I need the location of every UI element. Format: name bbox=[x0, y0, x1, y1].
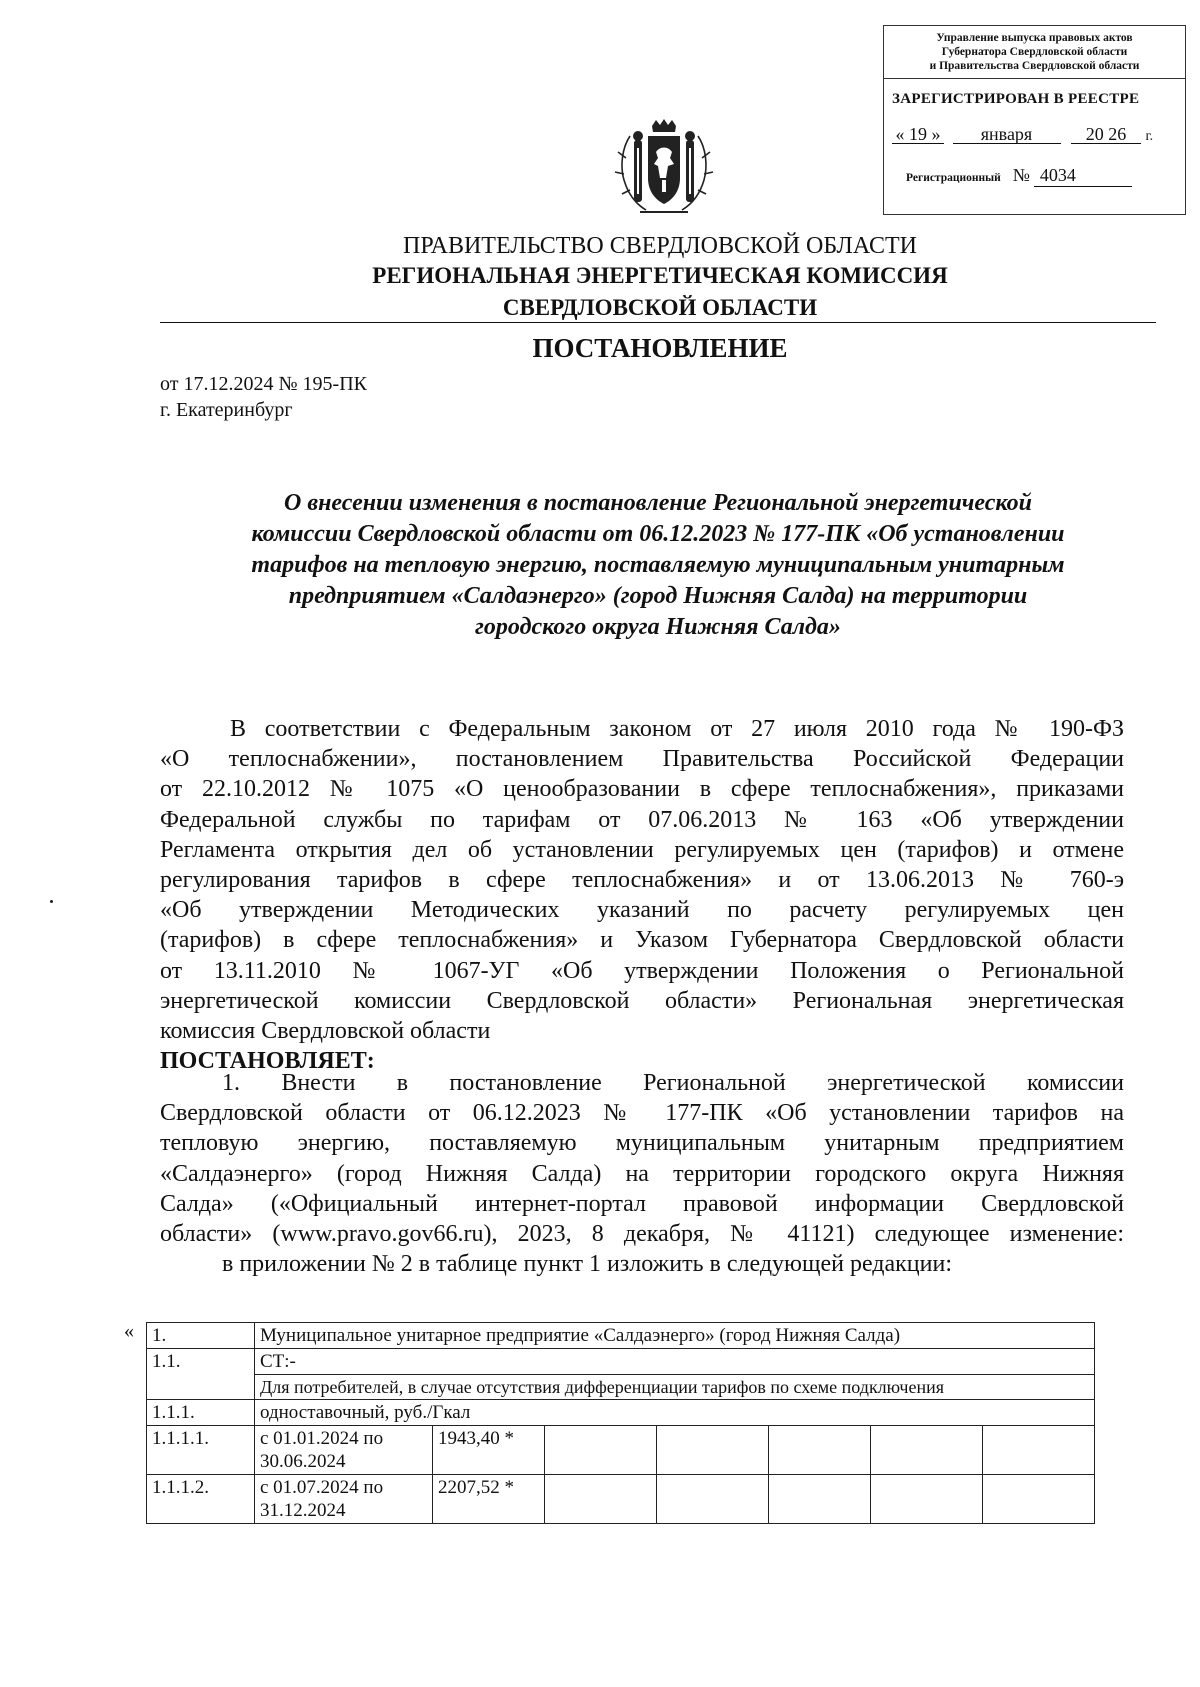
preamble-line: энергетической комиссии Свердловской области» Региональная энергетическая bbox=[160, 987, 1124, 1014]
preamble-line: Федеральной службы по тарифам от 07.06.2013 № 163 «Об утверждении bbox=[160, 806, 1124, 833]
preamble-line: комиссия Свердловской области bbox=[160, 1018, 491, 1045]
empty-cell bbox=[657, 1426, 769, 1475]
preamble-line: (тарифов) в сфере теплоснабжения» и Указом Губернатора Свердловской области bbox=[160, 927, 1124, 954]
header-divider bbox=[160, 322, 1156, 323]
scan-speck bbox=[50, 900, 53, 903]
preamble-line: «Об утверждении Методических указаний по расчету регулируемых цен bbox=[160, 897, 1124, 924]
stamp-dept-line: и Правительства Свердловской области bbox=[929, 60, 1140, 72]
commission-name-line2: СВЕРДЛОВСКОЙ ОБЛАСТИ bbox=[502, 295, 818, 320]
document-city: г. Екатеринбург bbox=[160, 399, 293, 421]
stamp-registered-label: ЗАРЕГИСТРИРОВАН В РЕЕСТРЕ bbox=[892, 91, 1140, 107]
item-1 bbox=[160, 1068, 1124, 1279]
item1-line: Свердловской области от 06.12.2023 № 177-ПК «Об установлении тарифов на bbox=[160, 1100, 1124, 1127]
preamble-line: от 22.10.2012 № 1075 «О ценообразовании в сфере теплоснабжения», приказами bbox=[160, 776, 1124, 803]
stamp-dept-line: Губернатора Свердловской области bbox=[941, 46, 1128, 58]
commission-name-line1: РЕГИОНАЛЬНАЯ ЭНЕРГЕТИЧЕСКАЯ КОМИССИЯ bbox=[372, 263, 948, 288]
document-type: ПОСТАНОВЛЕНИЕ bbox=[532, 333, 788, 363]
stamp-date-day: « 19 » bbox=[892, 125, 944, 144]
tariff-table bbox=[146, 1322, 1095, 1524]
title-line: комиссии Свердловской области от 06.12.2023 № 177-ПК «Об установлении bbox=[251, 521, 1065, 547]
preamble bbox=[160, 714, 1124, 1076]
table-row bbox=[147, 1475, 1095, 1524]
preamble-line: регулирования тарифов в сфере теплоснабжения» и от 13.06.2013 № 760-э bbox=[160, 867, 1124, 894]
row-number: 1.1.1. bbox=[147, 1400, 255, 1426]
item1-line: в приложении № 2 в таблице пункт 1 изложить в следующей редакции: bbox=[222, 1251, 952, 1278]
empty-cell bbox=[983, 1475, 1095, 1524]
empty-cell bbox=[545, 1426, 657, 1475]
tariff-value: 1943,40 * bbox=[433, 1426, 545, 1475]
stamp-year-abbr: г. bbox=[1145, 129, 1154, 144]
stamp-registration-number bbox=[906, 165, 1185, 187]
row-number: 1.1.1.2. bbox=[147, 1475, 255, 1524]
empty-cell bbox=[769, 1475, 871, 1524]
enterprise-name: Муниципальное унитарное предприятие «Салдаэнерго» (город Нижняя Салда) bbox=[255, 1323, 1095, 1349]
empty-cell bbox=[657, 1475, 769, 1524]
row-number: 1.1.1.1. bbox=[147, 1426, 255, 1475]
tariff-kind: одноставочный, руб./Гкал bbox=[255, 1400, 1095, 1426]
item1-line: Салда» («Официальный интернет-портал правовой информации Свердловской bbox=[160, 1190, 1124, 1217]
title-line: О внесении изменения в постановление Региональной энергетической bbox=[284, 490, 1032, 516]
empty-cell bbox=[769, 1426, 871, 1475]
empty-cell bbox=[545, 1475, 657, 1524]
coat-of-arms-emblem bbox=[600, 118, 728, 218]
stamp-date-month: января bbox=[953, 125, 1061, 144]
stamp-date-year: 20 26 bbox=[1071, 125, 1141, 144]
title-line: городского округа Нижняя Салда» bbox=[475, 614, 841, 640]
consumer-group: Для потребителей, в случае отсутствия дифференциации тарифов по схеме подключения bbox=[255, 1375, 1095, 1400]
table-row bbox=[147, 1375, 1095, 1400]
preamble-line: от 13.11.2010 № 1067-УГ «Об утверждении Положения о Региональной bbox=[160, 957, 1124, 984]
table-row bbox=[147, 1426, 1095, 1475]
stamp-dept-line: Управление выпуска правовых актов bbox=[936, 32, 1133, 44]
registration-stamp bbox=[883, 25, 1186, 215]
tariff-value: 2207,52 * bbox=[433, 1475, 545, 1524]
tariff-period: с 01.01.2024 по 30.06.2024 bbox=[255, 1426, 433, 1475]
empty-cell bbox=[871, 1475, 983, 1524]
table-open-quote: « bbox=[124, 1320, 134, 1342]
stamp-reg-number: 4034 bbox=[1034, 165, 1132, 187]
item1-line: области» (www.pravo.gov66.ru), 2023, 8 декабря, № 41121) следующее изменение: bbox=[160, 1221, 1124, 1248]
document-title bbox=[160, 488, 1156, 643]
item1-line: «Салдаэнерго» (город Нижняя Салда) на территории городского округа Нижняя bbox=[160, 1160, 1124, 1187]
item1-line: 1. Внести в постановление Региональной энергетической комиссии bbox=[222, 1070, 1124, 1096]
stamp-date bbox=[892, 124, 1185, 145]
preamble-line: «О теплоснабжении», постановлением Правительства Российской Федерации bbox=[160, 746, 1124, 773]
row-number: 1. bbox=[147, 1323, 255, 1349]
empty-cell bbox=[871, 1426, 983, 1475]
table-row bbox=[147, 1400, 1095, 1426]
preamble-line: В соответствии с Федеральным законом от 27 июля 2010 года № 190-ФЗ bbox=[230, 716, 1124, 742]
system-code: СТ:- bbox=[255, 1349, 1095, 1375]
table-row bbox=[147, 1349, 1095, 1375]
stamp-department bbox=[884, 26, 1185, 79]
stamp-number-sign: № bbox=[1012, 165, 1030, 185]
table-row bbox=[147, 1323, 1095, 1349]
item1-line: тепловую энергию, поставляемую муниципальным унитарным предприятием bbox=[160, 1130, 1124, 1157]
row-number: 1.1. bbox=[147, 1349, 255, 1400]
government-name: ПРАВИТЕЛЬСТВО СВЕРДЛОВСКОЙ ОБЛАСТИ bbox=[403, 233, 917, 259]
preamble-line: Регламента открытия дел об установлении регулируемых цен (тарифов) и отмене bbox=[160, 836, 1124, 863]
title-line: тарифов на тепловую энергию, поставляемую муниципальным унитарным bbox=[251, 552, 1065, 578]
tariff-period: с 01.07.2024 по 31.12.2024 bbox=[255, 1475, 433, 1524]
stamp-reg-label: Регистрационный bbox=[906, 172, 1001, 184]
document-date-number: от 17.12.2024 № 195-ПК bbox=[160, 373, 368, 395]
empty-cell bbox=[983, 1426, 1095, 1475]
resolves-heading: ПОСТАНОВЛЯЕТ: bbox=[160, 1048, 375, 1075]
title-line: предприятием «Салдаэнерго» (город Нижняя Салда) на территории bbox=[288, 583, 1028, 609]
